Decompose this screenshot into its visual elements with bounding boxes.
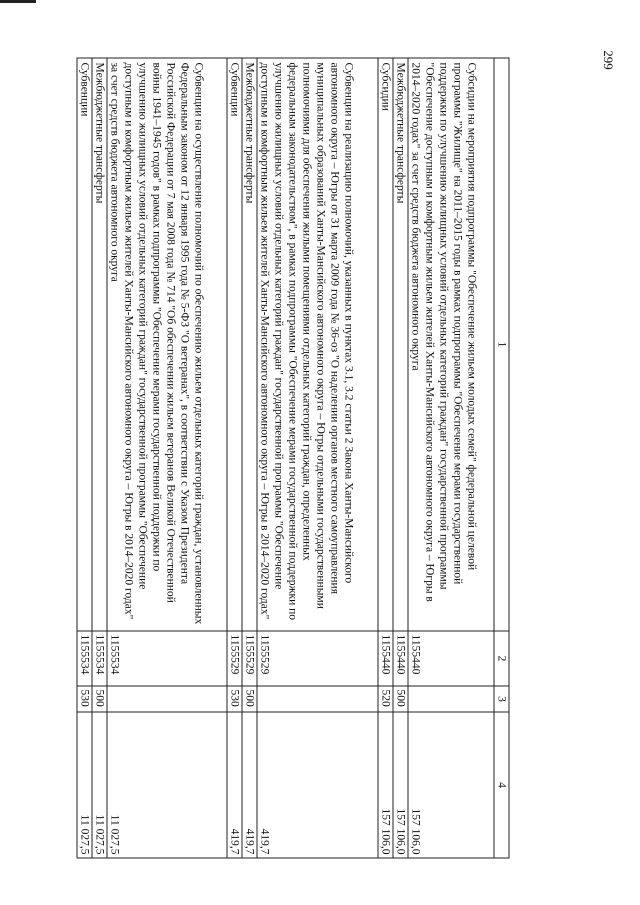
row-code: 1155440 <box>378 631 393 686</box>
row-name: Субвенции <box>77 58 92 631</box>
row-sum: 419,7 <box>257 712 377 858</box>
row-code: 1155534 <box>107 631 227 686</box>
header-cell-4: 4 <box>494 712 509 858</box>
header-cell-3: 3 <box>494 686 509 712</box>
row-code: 1155529 <box>257 631 377 686</box>
row-code: 1155440 <box>408 631 494 686</box>
row-code: 1155440 <box>393 631 408 686</box>
table-row <box>393 58 408 858</box>
row-name: Межбюджетные трансферты <box>242 58 257 631</box>
row-sum: 11 027,5 <box>92 712 107 858</box>
row-code: 1155529 <box>227 631 242 686</box>
table-row <box>77 58 92 858</box>
row-name: Межбюджетные трансферты <box>92 58 107 631</box>
table-row <box>92 58 107 858</box>
table-row <box>408 58 494 858</box>
row-sum: 11 027,5 <box>107 712 227 858</box>
row-name: Субвенции <box>227 58 242 631</box>
row-vr: 500 <box>92 686 107 712</box>
row-sum: 419,7 <box>242 712 257 858</box>
page-number: 299 <box>600 50 616 70</box>
rotated-table-wrapper <box>77 58 510 858</box>
table-row <box>257 58 377 858</box>
row-code: 1155534 <box>92 631 107 686</box>
table-row <box>227 58 242 858</box>
row-vr: 500 <box>393 686 408 712</box>
table-row <box>107 58 227 858</box>
budget-table <box>77 58 510 859</box>
table-row <box>242 58 257 858</box>
row-vr: 520 <box>378 686 393 712</box>
row-name: Субвенции на реализацию полномочий, указанных в пунктах 3.1, 3.2 статьи 2 Закона Ханты-Мансийского автономного округа – Югры от 31 марта 2009 года № 36-оз "О наделении органов местного самоуправления муниципальных образований Ханты-Мансийского автономного округа – Югры отдельными государственными полномочиями для обеспечения жилыми помещениями отдельных категорий граждан, определенных федеральным законодательством", в рамках подпрограммы "Обеспечение мерами государственной поддержки по улучшению жилищных условий отдельных категорий граждан" государственной программы "Обеспечение доступным и комфортным жильем жителей Ханты-Мансийского автономного округа – Югры в 2014–2020 годах" <box>257 58 377 631</box>
row-vr <box>107 686 227 712</box>
row-name: Субсидии на мероприятия подпрограммы "Обеспечение жильем молодых семей" федеральной целевой программы "Жилище" на 2011–2015 годы в рамках подпрограммы "Обеспечение мерами государственной поддержки по улучшению жилищных условий отдельных категорий граждан" государственной программы "Обеспечение доступным и комфортным жильем жителей Ханты-Мансийского автономного округа – Югры в 2014–2020 годах" за счет средств бюджета автономного округа <box>408 58 494 631</box>
row-vr <box>408 686 494 712</box>
row-sum: 11 027,5 <box>77 712 92 858</box>
row-code: 1155534 <box>77 631 92 686</box>
header-cell-2: 2 <box>494 631 509 686</box>
row-name: Субвенции на осуществление полномочий по обеспечению жильем отдельных категорий граждан, установленных Федеральным законом от 12 января 1995 года № 5-ФЗ "О ветеранах", в соответствии с Указом Президента Российской Федерации от 7 мая 2008 года № 714 "Об обеспечении жильем ветеранов Великой Отечественной войны 1941–1945 годов" в рамках подпрограммы "Обеспечение мерами государственной поддержки по улучшению жилищных условий отдельных категорий граждан" государственной программы "Обеспечение доступным и комфортным жильем жителей Ханты-Мансийского автономного округа – Югры в 2014–2020 годах" за счет средств бюджета автономного округа <box>107 58 227 631</box>
row-sum: 157 106,0 <box>393 712 408 858</box>
row-sum: 157 106,0 <box>408 712 494 858</box>
row-sum: 157 106,0 <box>378 712 393 858</box>
row-vr: 530 <box>227 686 242 712</box>
table-header-row <box>494 58 509 858</box>
row-name: Межбюджетные трансферты <box>393 58 408 631</box>
row-vr: 530 <box>77 686 92 712</box>
row-vr: 500 <box>242 686 257 712</box>
table-row <box>378 58 393 858</box>
header-cell-1: 1 <box>494 58 509 631</box>
row-sum: 419,7 <box>227 712 242 858</box>
row-vr <box>257 686 377 712</box>
row-name: Субсидии <box>378 58 393 631</box>
scan-edge-mark <box>0 0 36 3</box>
row-code: 1155529 <box>242 631 257 686</box>
